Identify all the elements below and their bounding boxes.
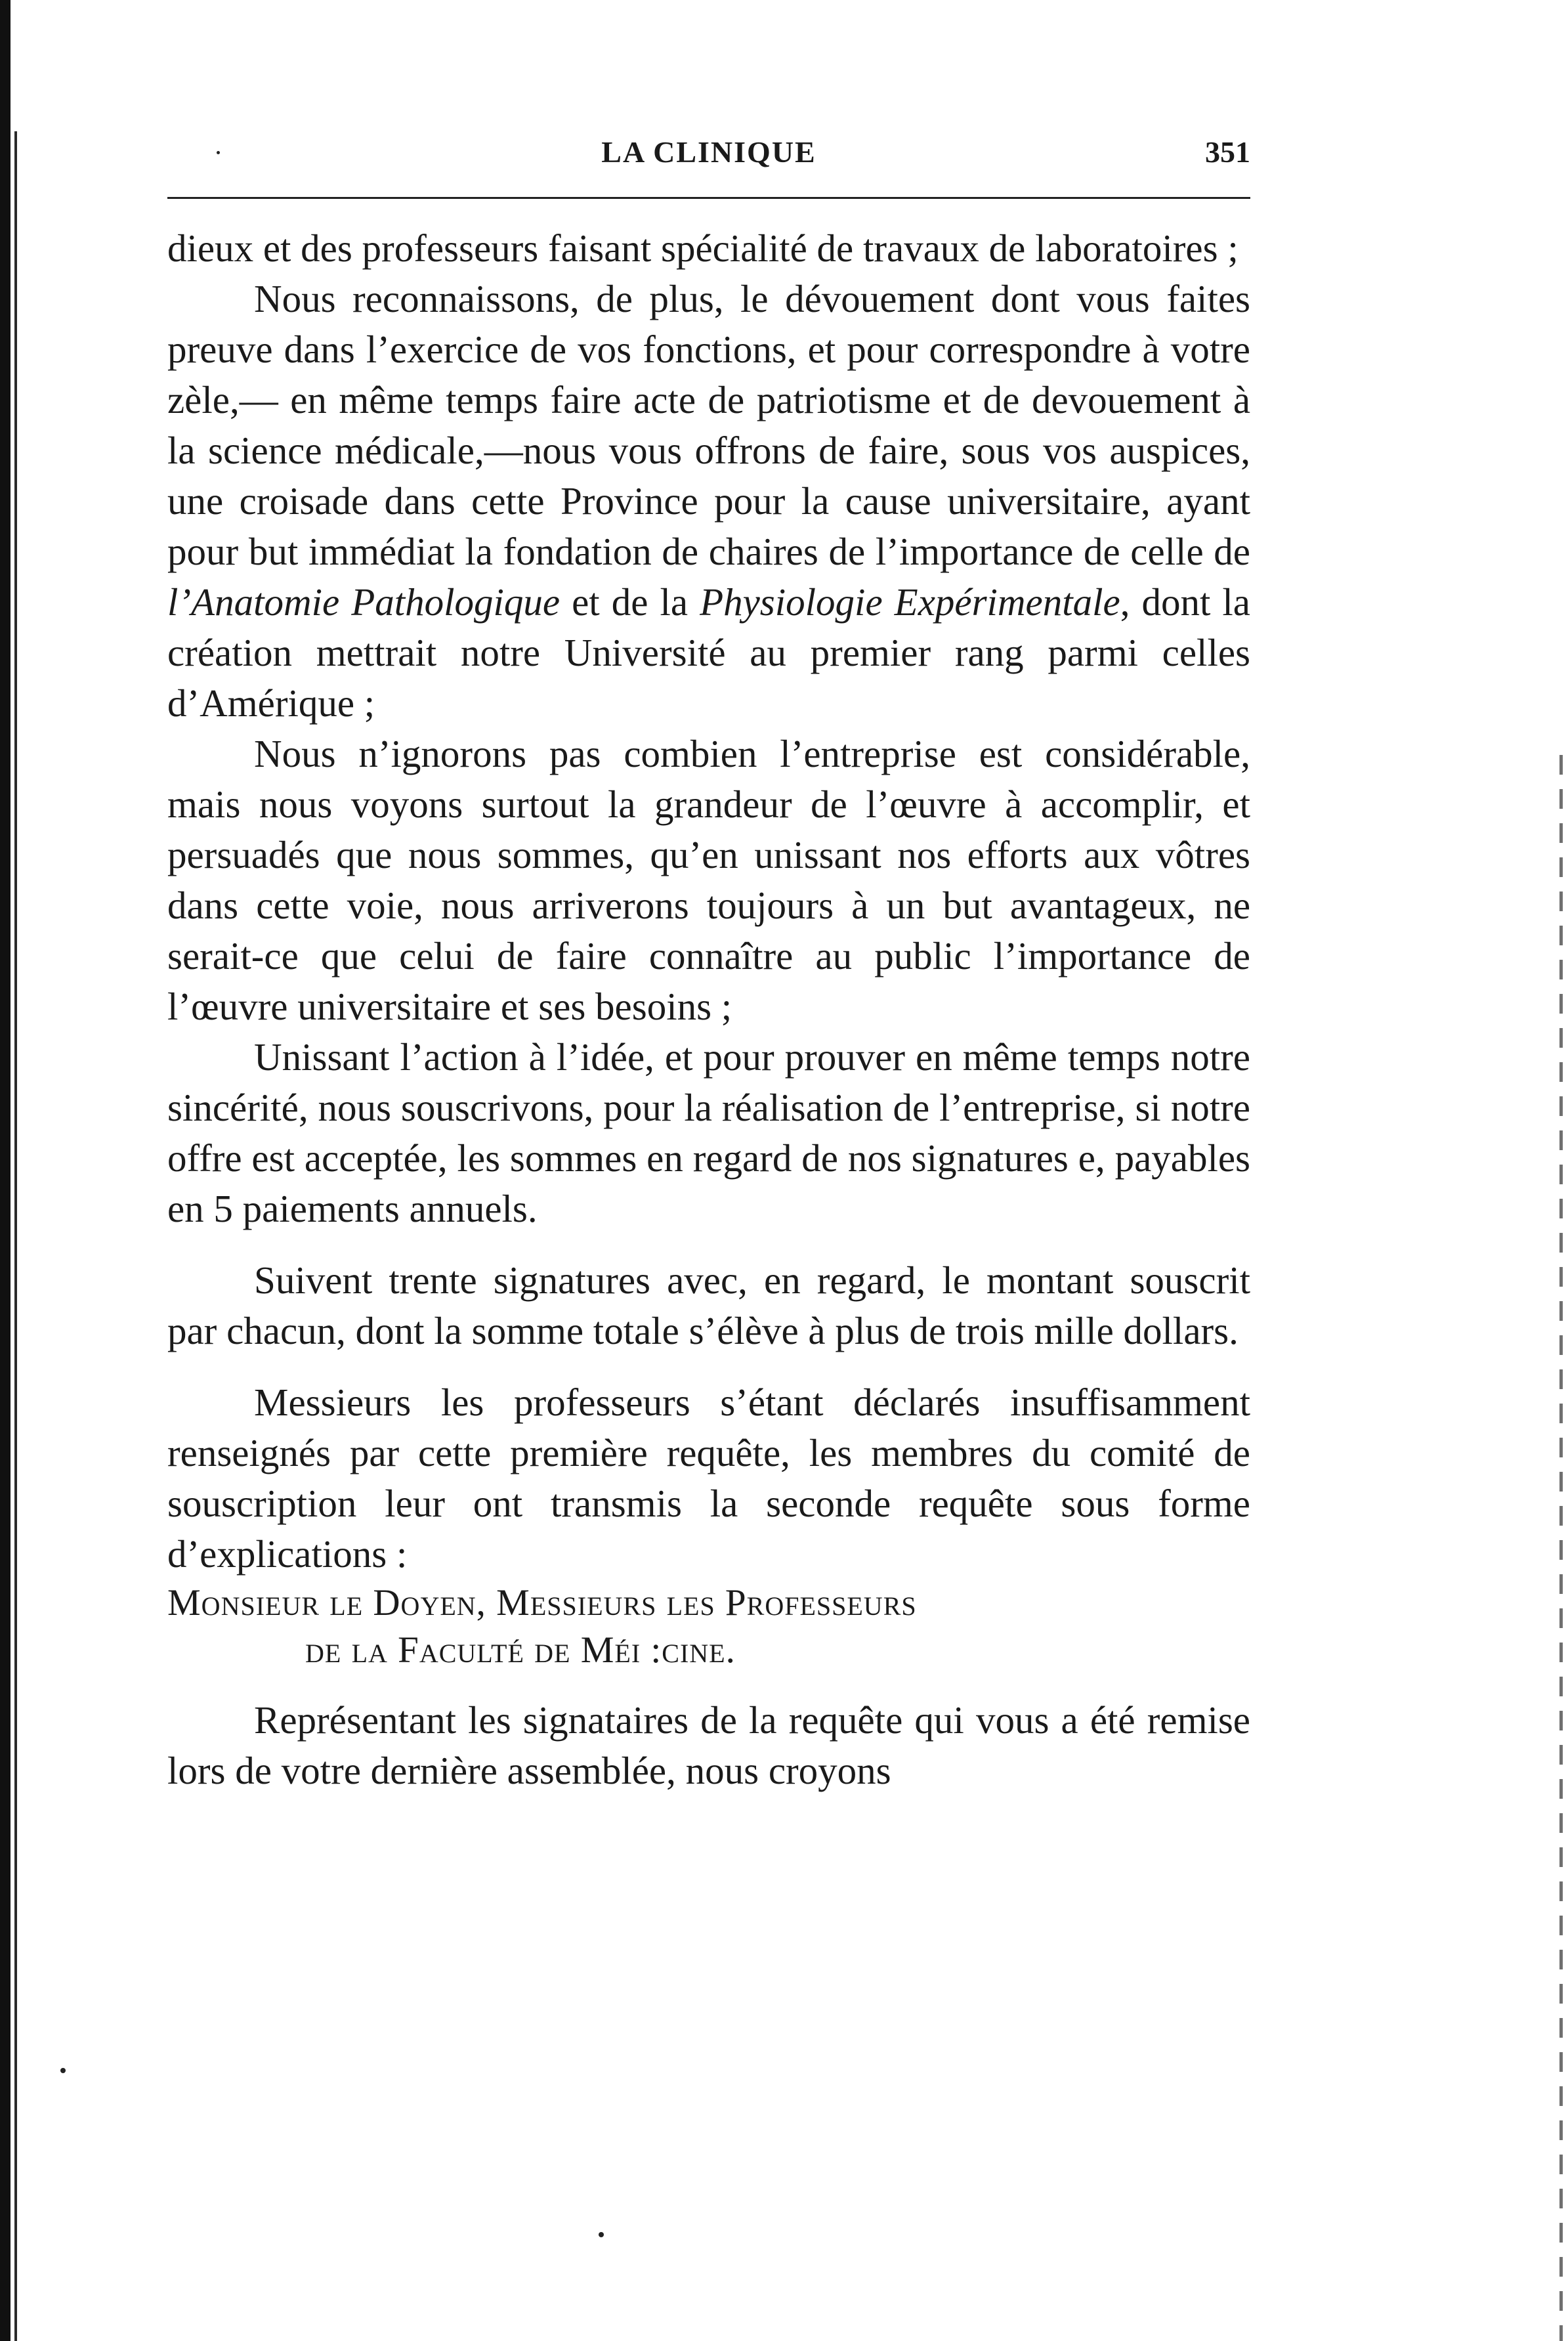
- italic-term: l’Anatomie Pathologique: [167, 580, 561, 624]
- binding-edge-line: [14, 131, 17, 2341]
- ink-speck: [60, 2068, 66, 2073]
- paragraph: dieux et des professeurs faisant spécialité de travaux de laboratoires ;: [167, 226, 1239, 270]
- paragraph: [167, 274, 1250, 729]
- scan-edge-marks: [1559, 755, 1563, 2341]
- paragraph: Unissant l’action à l’idée, et pour prouver en même temps notre sincérité, nous souscrivons, pour la réalisation de l’entreprise, si notre offre est acceptée, les sommes en regard de nos signatures e, payables en 5 paiements annuels.: [167, 1035, 1250, 1230]
- paragraph: Nous n’ignorons pas combien l’entreprise est considérable, mais nous voyons surtout la grandeur de l’œuvre à accomplir, et persuadés que nous sommes, qu’en unissant nos efforts aux vôtres dans cette voie, nous arriverons toujours à un but avantageux, ne serait-ce que celui de faire connaître au public l’importance de l’œuvre universitaire et ses besoins ;: [167, 732, 1250, 1028]
- body-text: [167, 223, 1250, 1796]
- paragraph-text: , dont la création mettrait notre Université au premier rang parmi celles d’Amérique ;: [167, 580, 1250, 725]
- page-number: 351: [1205, 135, 1250, 169]
- paragraph: Messieurs les professeurs s’étant déclarés insuffisamment renseignés par cette première requête, les membres du comité de souscription leur ont transmis la seconde requête sous forme d’explications :: [167, 1381, 1250, 1576]
- paragraph: Représentant les signataires de la requête qui vous a été remise lors de votre dernière assemblée, nous croyons: [167, 1698, 1250, 1792]
- italic-term: Physiologie Expérimentale: [700, 580, 1120, 624]
- address-line-2: de la Faculté de Méi :cine.: [305, 1629, 736, 1671]
- running-head: LA CLINIQUE: [601, 135, 816, 169]
- page-header: [167, 135, 1250, 181]
- paragraph-text: et de la: [560, 580, 700, 624]
- paragraph: Suivent trente signatures avec, en regard, le montant souscrit par chacun, dont la somme totale s’élève à plus de trois mille dollars.: [167, 1258, 1250, 1352]
- binding-edge: [0, 0, 11, 2341]
- address-line-1: Monsieur le Doyen, Messieurs les Professeurs: [167, 1582, 917, 1623]
- ink-speck: [217, 151, 220, 154]
- paragraph-text: Nous reconnaissons, de plus, le dévouement dont vous faites preuve dans l’exercice de vos fonctions, et pour correspondre à votre zèle,— en même temps faire acte de patriotisme et de devouement à la science médicale,—nous vous offrons de faire, sous vos auspices, une croisade dans cette Province pour la cause universitaire, ayant pour but immédiat la fondation de chaires de l’importance de celle de: [167, 277, 1250, 573]
- header-rule: [167, 197, 1250, 199]
- ink-speck: [599, 2232, 604, 2237]
- address-heading: [167, 1579, 1250, 1674]
